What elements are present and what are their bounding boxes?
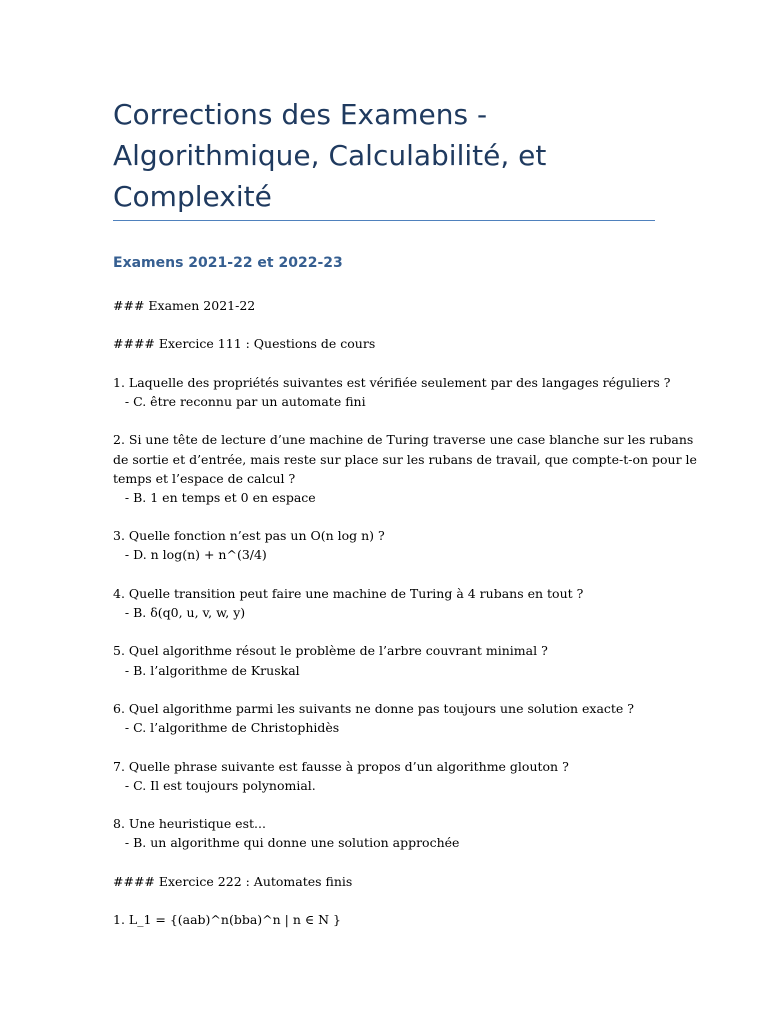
blank-line bbox=[113, 315, 655, 334]
text-line: temps et l’espace de calcul ? bbox=[113, 470, 296, 486]
blank-line bbox=[113, 622, 655, 641]
blank-line bbox=[113, 565, 655, 584]
text-line: - D. n log(n) + n^(3/4) bbox=[113, 547, 267, 563]
text-line: #### Exercice 222 : Automates finis bbox=[113, 873, 353, 889]
text-line: #### Exercice 111 : Questions de cours bbox=[113, 336, 376, 352]
text-line: 3. Quelle fonction n’est pas un O(n log n) ? bbox=[113, 528, 385, 544]
text-line: 6. Quel algorithme parmi les suivants ne donne pas toujours une solution exacte ? bbox=[113, 700, 634, 716]
text-line: 2. Si une tête de lecture d’une machine de Turing traverse une case blanche sur les rubans bbox=[113, 432, 694, 448]
text-line: - B. δ(q0, u, v, w, y) bbox=[113, 605, 246, 620]
text-line: ### Examen 2021-22 bbox=[113, 298, 256, 313]
blank-line bbox=[113, 680, 655, 699]
title-divider bbox=[113, 220, 655, 221]
blank-line bbox=[113, 795, 655, 814]
title-line: Algorithmique, Calculabilité, et bbox=[113, 139, 547, 172]
text-line: 4. Quelle transition peut faire une machine de Turing à 4 rubans en tout ? bbox=[113, 585, 584, 601]
section-heading: Examens 2021-22 et 2022-23 bbox=[113, 255, 343, 271]
text-line: - C. Il est toujours polynomial. bbox=[113, 777, 316, 793]
blank-line bbox=[113, 507, 655, 526]
blank-line bbox=[113, 354, 655, 373]
title-line: Corrections des Examens - bbox=[113, 98, 488, 131]
text-line: 7. Quelle phrase suivante est fausse à propos d’un algorithme glouton ? bbox=[113, 758, 569, 774]
text-line: 1. Laquelle des propriétés suivantes est vérifiée seulement par des langages réguliers ? bbox=[113, 374, 671, 390]
document-title bbox=[113, 94, 655, 217]
blank-line bbox=[113, 737, 655, 756]
document-body bbox=[113, 296, 697, 929]
text-line: - C. l’algorithme de Christophidès bbox=[113, 720, 340, 736]
text-line: - B. 1 en temps et 0 en espace bbox=[113, 489, 316, 505]
blank-line bbox=[113, 891, 655, 910]
text-line: - B. un algorithme qui donne une solution approchée bbox=[113, 835, 460, 851]
title-line: Complexité bbox=[113, 180, 272, 213]
text-line: 8. Une heuristique est... bbox=[113, 816, 266, 832]
blank-line bbox=[113, 852, 655, 871]
text-line: de sortie et d’entrée, mais reste sur place sur les rubans de travail, que compte-t-on pour le bbox=[113, 451, 697, 467]
text-line: - C. être reconnu par un automate fini bbox=[113, 393, 366, 409]
text-line: 1. L_1 = {(aab)^n(bba)^n | n ∈ N } bbox=[113, 912, 341, 927]
blank-line bbox=[113, 411, 655, 430]
text-line: 5. Quel algorithme résout le problème de l’arbre couvrant minimal ? bbox=[113, 643, 548, 659]
text-line: - B. l’algorithme de Kruskal bbox=[113, 662, 300, 678]
